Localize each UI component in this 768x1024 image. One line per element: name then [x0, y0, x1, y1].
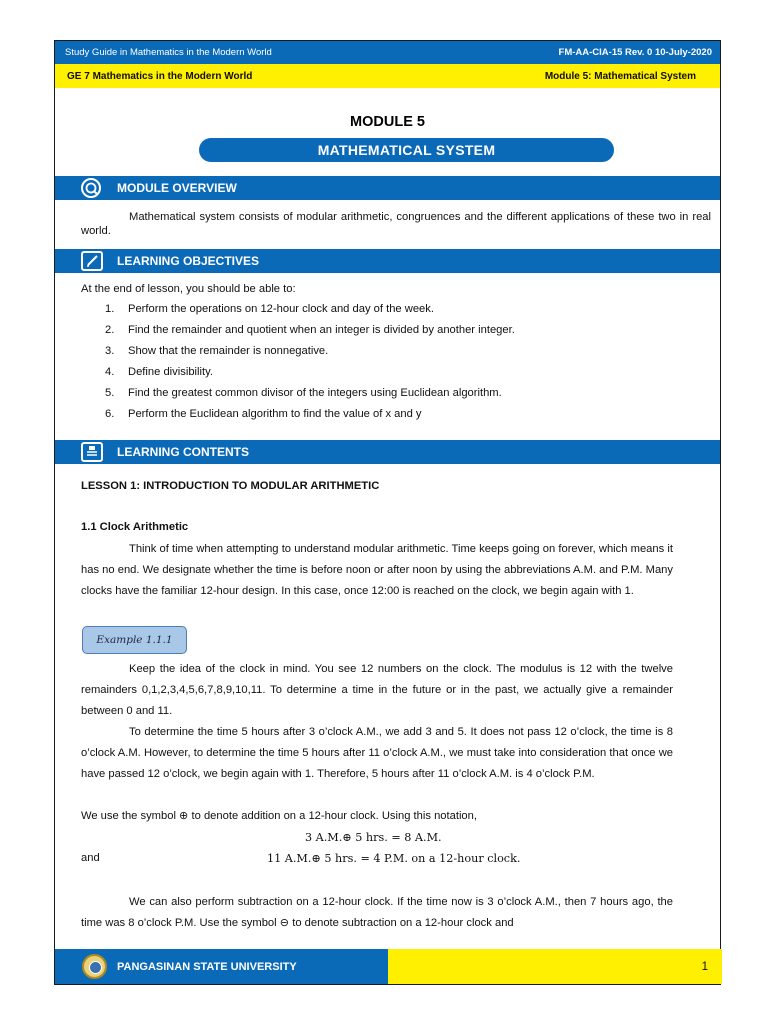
header-bar: [55, 41, 720, 64]
lesson-paragraph-1: [81, 539, 673, 601]
formula-addition-2: 11 A.M.⊕ 5 hrs. = 4 P.M. on a 12-hour clock.: [267, 852, 521, 865]
module-number: MODULE 5: [350, 114, 425, 130]
section-learning-contents: [55, 440, 720, 464]
page-number: 1: [701, 960, 708, 973]
list-item: [105, 387, 705, 408]
section-label: LEARNING CONTENTS: [117, 445, 249, 459]
module-title: MATHEMATICAL SYSTEM: [199, 138, 614, 162]
footer-university-bar: [55, 949, 388, 984]
document-list-icon: [81, 442, 103, 462]
list-item: [105, 345, 705, 366]
item-text: Find the remainder and quotient when an integer is divided by another integer.: [128, 324, 515, 336]
objectives-intro: At the end of lesson, you should be able to:: [81, 283, 296, 295]
subsection-title: 1.1 Clock Arithmetic: [81, 521, 189, 533]
and-label: and: [81, 852, 100, 864]
list-item: [105, 366, 705, 387]
item-text: Show that the remainder is nonnegative.: [128, 345, 329, 357]
lesson-paragraph-2: [81, 659, 673, 721]
symbol-sentence: We use the symbol ⊕ to denote addition on a 12-hour clock. Using this notation,: [81, 810, 477, 822]
section-module-overview: [55, 176, 720, 200]
section-learning-objectives: [55, 249, 720, 273]
overview-paragraph: Mathematical system consists of modular arithmetic, congruences and the different applications of these two in real world.: [81, 211, 711, 237]
item-number: 5.: [105, 387, 115, 399]
paragraph-text: Think of time when attempting to understand modular arithmetic. Time keeps going on forever, which means it has no end. We designate whether the time is before noon or after noon by using the abbreviations A.M. and P.M. Many clocks have the familiar 12-hour design. In this case, once 12:00 is reached on the clock, we begin again with 1.: [81, 543, 673, 597]
item-text: Perform the Euclidean algorithm to find the value of x and y: [128, 408, 422, 420]
lesson-paragraph-3: [81, 722, 673, 784]
section-label: LEARNING OBJECTIVES: [117, 254, 260, 268]
university-seal-logo: [82, 954, 107, 979]
list-item: [105, 324, 705, 345]
paragraph-text: To determine the time 5 hours after 3 o’clock A.M., we add 3 and 5. It does not pass 12 o’clock, the time is 8 o’clock A.M. However, to determine the time 5 hours after 11 o’clock A.M., we must take into consideration that once we have passed 12 o’clock, we begin again with 1. Therefore, 5 hours after 11 o’clock A.M. is 4 o’clock P.M.: [81, 726, 673, 780]
module-reference: Module 5: Mathematical System: [544, 70, 696, 82]
list-item: [105, 303, 705, 324]
page: [54, 40, 721, 985]
lesson-paragraph-4: [81, 892, 673, 934]
paragraph-text: We can also perform subtraction on a 12-hour clock. If the time now is 3 o’clock A.M., then 7 hours ago, the time was 8 o’clock P.M. Use the symbol ⊖ to denote subtraction on a 12-hour clock and: [81, 896, 673, 929]
item-text: Perform the operations on 12-hour clock and day of the week.: [128, 303, 434, 315]
pencil-note-icon: [81, 251, 103, 271]
paragraph-text: Keep the idea of the clock in mind. You see 12 numbers on the clock. The modulus is 12 with the twelve remainders 0,1,2,3,4,5,6,7,8,9,10,11. To determine a time in the future or in the past, we actually give a remainder between 0 and 11.: [81, 663, 673, 717]
header-guide-title: Study Guide in Mathematics in the Modern World: [65, 47, 272, 58]
formula-addition-1: 3 A.M.⊕ 5 hrs. = 8 A.M.: [305, 831, 442, 844]
section-label: MODULE OVERVIEW: [117, 181, 237, 195]
item-number: 3.: [105, 345, 115, 357]
item-number: 2.: [105, 324, 115, 336]
item-number: 6.: [105, 408, 115, 420]
header-form-code: FM-AA-CIA-15 Rev. 0 10-July-2020: [558, 47, 712, 58]
footer-page-bar: [388, 949, 722, 984]
list-item: [105, 408, 705, 429]
objectives-list: [105, 303, 705, 429]
overview-text: [81, 210, 711, 238]
item-text: Define divisibility.: [128, 366, 213, 378]
item-number: 4.: [105, 366, 115, 378]
course-title: GE 7 Mathematics in the Modern World: [67, 70, 253, 82]
university-name: PANGASINAN STATE UNIVERSITY: [117, 960, 297, 973]
magnifier-icon: [81, 178, 101, 198]
item-number: 1.: [105, 303, 115, 315]
example-label-box: Example 1.1.1: [82, 626, 187, 654]
item-text: Find the greatest common divisor of the integers using Euclidean algorithm.: [128, 387, 502, 399]
course-bar: [55, 64, 720, 88]
lesson-title: LESSON 1: INTRODUCTION TO MODULAR ARITHMETIC: [81, 480, 380, 492]
